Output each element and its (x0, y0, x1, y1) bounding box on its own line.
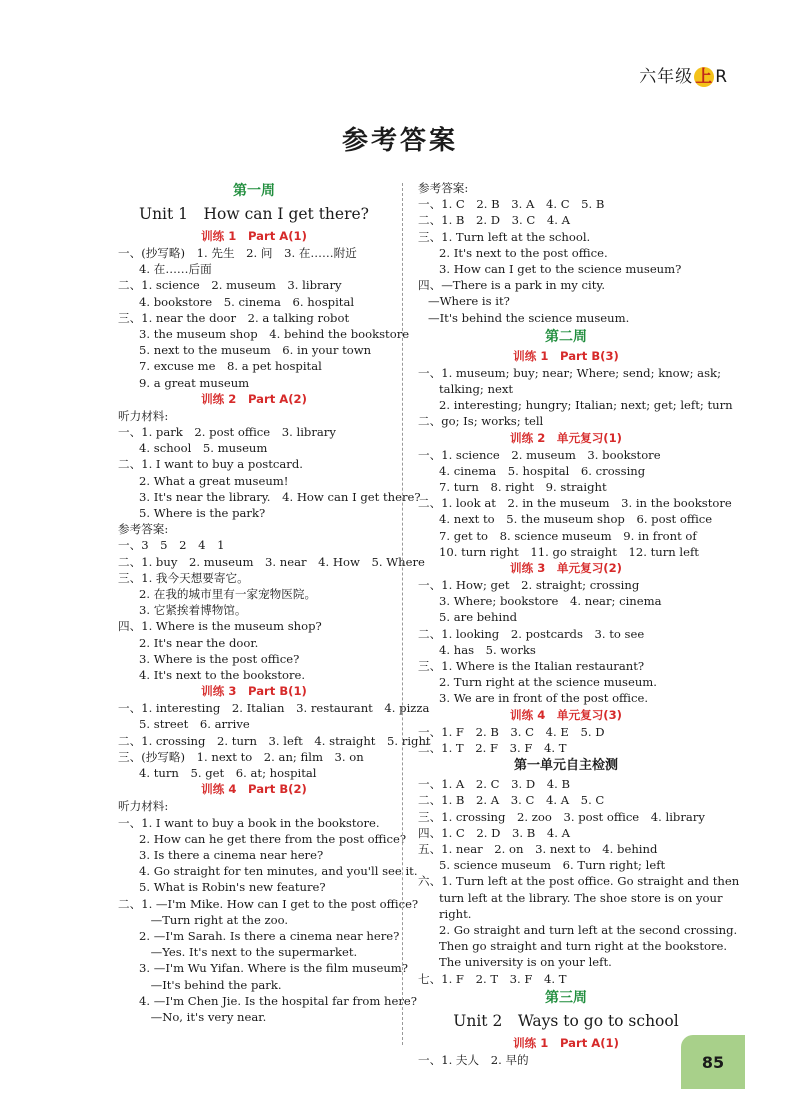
exercise-heading: 训练 1 Part A(1) (201, 229, 307, 243)
grade-label (639, 62, 728, 87)
grade-text: 六年级 (639, 67, 694, 87)
answer-line: 一、1. science 2. museum 3. bookstore (418, 447, 661, 462)
exercise-heading: 训练 1 Part B(3) (513, 348, 619, 363)
answer-line: 3. It's near the library. 4. How can I get there? (139, 489, 421, 504)
answer-line: 2. Go straight and turn left at the second crossing. (439, 922, 738, 937)
answer-line: 3. Where is the post office? (139, 651, 300, 666)
answer-line: 二、1. buy 2. museum 3. near 4. How 5. Where (118, 554, 425, 569)
answer-line: 4. cinema 5. hospital 6. crossing (439, 463, 646, 478)
answer-line: 5. are behind (439, 610, 518, 625)
answer-line: 5. next to the museum 6. in your town (139, 343, 372, 358)
answer-line: 3. Is there a cinema near here? (139, 847, 324, 862)
answer-line: 4. —I'm Chen Jie. Is the hospital far from here? (139, 993, 417, 1008)
answer-line: 三、1. crossing 2. zoo 3. post office 4. library (418, 809, 705, 824)
answer-line: 一、(抄写略) 1. 先生 2. 问 3. 在……附近 (118, 246, 357, 260)
answer-line: 参考答案: (418, 181, 469, 195)
answer-line: 二、go; Is; works; tell (418, 414, 544, 429)
answer-line: 一、1. park 2. post office 3. library (118, 425, 336, 440)
answer-line: 3. How can I get to the science museum? (439, 262, 682, 277)
answer-line: —It's behind the park. (139, 977, 282, 992)
page-title: 参考答案 (341, 126, 458, 156)
answer-line: 四、1. Where is the museum shop? (118, 619, 322, 634)
answer-line: 3. the museum shop 4. behind the bookstore (139, 327, 410, 342)
week-heading: 第一周 (233, 183, 275, 199)
exercise-heading: 训练 4 单元复习(3) (510, 707, 622, 722)
answer-line: 2. It's near the door. (139, 635, 259, 650)
answer-line: 4. has 5. works (439, 642, 536, 657)
answer-line: 一、1. interesting 2. Italian 3. restaurant 4. pizza (118, 701, 430, 716)
answer-line: talking; next (439, 382, 514, 397)
answer-line: 3. We are in front of the post office. (439, 691, 649, 706)
answer-line: 7. excuse me 8. a pet hospital (139, 359, 322, 374)
answer-line: 4. bookstore 5. cinema 6. hospital (139, 294, 355, 309)
answer-line: 2. Turn right at the science museum. (439, 675, 657, 690)
answer-line: 参考答案: (118, 522, 169, 537)
answer-line: 二、1. look at 2. in the museum 3. in the bookstore (418, 496, 732, 511)
answer-line: 5. Where is the park? (139, 506, 266, 521)
answer-line: right. (439, 906, 472, 921)
answer-line: 4. turn 5. get 6. at; hospital (139, 766, 317, 781)
week-heading: 第三周 (545, 989, 587, 1006)
answer-line: 2. What a great museum! (139, 473, 289, 488)
answer-line: Then go straight and turn right at the bookstore. (439, 939, 728, 954)
answer-line: 三、1. Turn left at the school. (418, 229, 591, 244)
exercise-heading: 训练 3 单元复习(2) (510, 561, 622, 576)
answer-line: 三、1. Where is the Italian restaurant? (418, 659, 645, 674)
unit-heading: Unit 1 How can I get there? (139, 205, 369, 223)
edition-letter: R (715, 67, 728, 87)
answer-line: The university is on your left. (439, 955, 612, 970)
left-column (118, 180, 431, 1025)
answer-line: 一、1. F 2. B 3. C 4. E 5. D (418, 724, 605, 739)
exercise-heading: 训练 2 Part A(2) (201, 391, 307, 406)
answer-line: 二、1. —I'm Mike. How can I get to the post office? (118, 896, 419, 911)
answer-line: 9. a great museum (139, 375, 250, 390)
answer-line: 3. Where; bookstore 4. near; cinema (439, 594, 662, 609)
answer-line: 4. next to 5. the museum shop 6. post office (439, 512, 713, 527)
column-divider (402, 183, 403, 1045)
answer-line: 10. turn right 11. go straight 12. turn left (439, 544, 699, 559)
answer-line: —No, it's very near. (139, 1009, 267, 1024)
answer-line: 二、1. I want to buy a postcard. (118, 457, 303, 472)
answer-line: —It's behind the science museum. (428, 310, 630, 325)
answer-line: 4. 在……后面 (139, 262, 212, 277)
answer-line: 4. It's next to the bookstore. (139, 668, 306, 683)
answer-line: —Yes. It's next to the supermarket. (139, 945, 358, 960)
exercise-heading: 训练 1 Part A(1) (513, 1035, 619, 1050)
answer-line: 一、1. How; get 2. straight; crossing (418, 578, 640, 593)
week-heading: 第二周 (545, 328, 587, 345)
unit-heading: Unit 2 Ways to go to school (453, 1011, 679, 1030)
answer-line: 二、1. B 2. D 3. C 4. A (418, 213, 571, 228)
page-number: 85 (681, 1035, 745, 1089)
exercise-heading: 训练 4 Part B(2) (201, 782, 307, 797)
answer-line: 二、1. T 2. F 3. F 4. T (418, 740, 567, 755)
exercise-heading: 训练 2 单元复习(1) (510, 430, 622, 445)
answer-line: 5. street 6. arrive (139, 717, 250, 732)
answer-line: 三、(抄写略) 1. next to 2. an; film 3. on (118, 749, 364, 764)
answer-line: 一、1. C 2. B 3. A 4. C 5. B (418, 197, 605, 212)
answer-line: 二、1. science 2. museum 3. library (118, 278, 342, 293)
answer-line: 一、1. museum; buy; near; Where; send; know; ask; (418, 365, 721, 380)
answer-line: 3. —I'm Wu Yifan. Where is the film museum? (139, 961, 408, 976)
answer-line: 7. get to 8. science museum 9. in front of (439, 528, 697, 543)
answer-line: 2. How can he get there from the post office? (139, 831, 407, 846)
answer-line: 听力材料: (118, 799, 169, 814)
answer-line: 7. turn 8. right 9. straight (439, 480, 607, 495)
answer-line: 4. Go straight for ten minutes, and you'll see it. (139, 864, 418, 879)
answer-line: 5. science museum 6. Turn right; left (439, 858, 666, 873)
answer-line: 一、1. A 2. C 3. D 4. B (418, 777, 571, 792)
answer-line: 一、1. I want to buy a book in the bookstore. (118, 815, 380, 830)
answer-line: 二、1. B 2. A 3. C 4. A 5. C (418, 793, 605, 808)
answer-line: 二、1. looking 2. postcards 3. to see (418, 626, 645, 641)
answer-line: —Turn right at the zoo. (139, 912, 289, 927)
grade-term-badge: 上 (695, 67, 714, 87)
answer-line: 5. What is Robin's new feature? (139, 880, 326, 895)
answer-line: 2. 在我的城市里有一家宠物医院。 (139, 587, 317, 602)
answer-line: —Where is it? (428, 294, 510, 309)
answer-line: 2. It's next to the post office. (439, 245, 608, 260)
answer-line: 三、1. near the door 2. a talking robot (118, 310, 350, 325)
answer-line: 六、1. Turn left at the post office. Go straight and then (418, 874, 740, 889)
section-heading: 第一单元自主检测 (513, 758, 618, 774)
answer-line: 3. 它紧挨着博物馆。 (139, 603, 247, 618)
answer-line: turn left at the library. The shoe store is on your (439, 890, 723, 905)
answer-line: 四、1. C 2. D 3. B 4. A (418, 825, 571, 840)
answer-line: 2. interesting; hungry; Italian; next; get; left; turn (439, 398, 733, 413)
answer-line: 二、1. crossing 2. turn 3. left 4. straight 5. right (118, 733, 431, 748)
answer-line: 一、3 5 2 4 1 (118, 538, 225, 553)
answer-line: 2. —I'm Sarah. Is there a cinema near here? (139, 928, 400, 943)
answer-line: 五、1. near 2. on 3. next to 4. behind (418, 841, 658, 856)
answer-line: 一、1. 夫人 2. 早的 (418, 1052, 529, 1067)
answer-line: 三、1. 我今天想要寄它。 (118, 570, 249, 585)
exercise-heading: 训练 3 Part B(1) (201, 684, 307, 699)
answer-line: 四、—There is a park in my city. (418, 278, 606, 293)
answer-line: 七、1. F 2. T 3. F 4. T (418, 971, 567, 986)
answer-line: 4. school 5. museum (139, 441, 268, 456)
answer-line: 听力材料: (118, 408, 169, 423)
